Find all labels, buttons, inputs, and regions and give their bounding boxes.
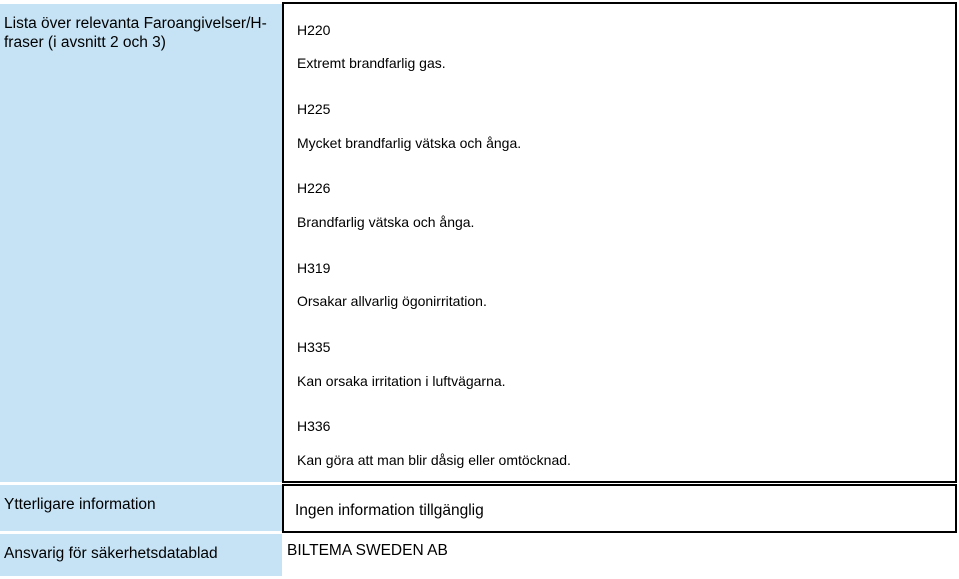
responsible-label-cell: [0, 534, 282, 576]
additional-info-label: Ytterligare information: [4, 496, 156, 513]
hazard-list-label: Lista över relevanta Faroangivelser/H-fraser (i avsnitt 2 och 3): [4, 15, 267, 51]
hazard-code: H220: [297, 22, 331, 38]
hazard-code: H226: [297, 180, 331, 196]
hazard-text: Kan göra att man blir dåsig eller omtöcknad.: [297, 452, 571, 468]
additional-info-box: [282, 484, 957, 533]
hazard-code: H225: [297, 101, 331, 117]
hazard-text: Mycket brandfarlig vätska och ånga.: [297, 135, 522, 151]
hazard-statements-box: [282, 2, 957, 483]
additional-info-value: Ingen information tillgänglig: [295, 502, 484, 519]
hazard-text: Extremt brandfarlig gas.: [297, 55, 446, 71]
hazard-code: H319: [297, 260, 331, 276]
hazard-code: H335: [297, 339, 331, 355]
hazard-list-label-cell: [0, 4, 282, 482]
responsible-label: Ansvarig för säkerhetsdatablad: [4, 545, 218, 562]
hazard-code: H336: [297, 418, 331, 434]
additional-info-label-cell: [0, 485, 282, 531]
hazard-text: Kan orsaka irritation i luftvägarna.: [297, 373, 506, 389]
hazard-text: Brandfarlig vätska och ånga.: [297, 214, 475, 230]
hazard-text: Orsakar allvarlig ögonirritation.: [297, 293, 487, 309]
responsible-value: BILTEMA SWEDEN AB: [287, 542, 448, 559]
